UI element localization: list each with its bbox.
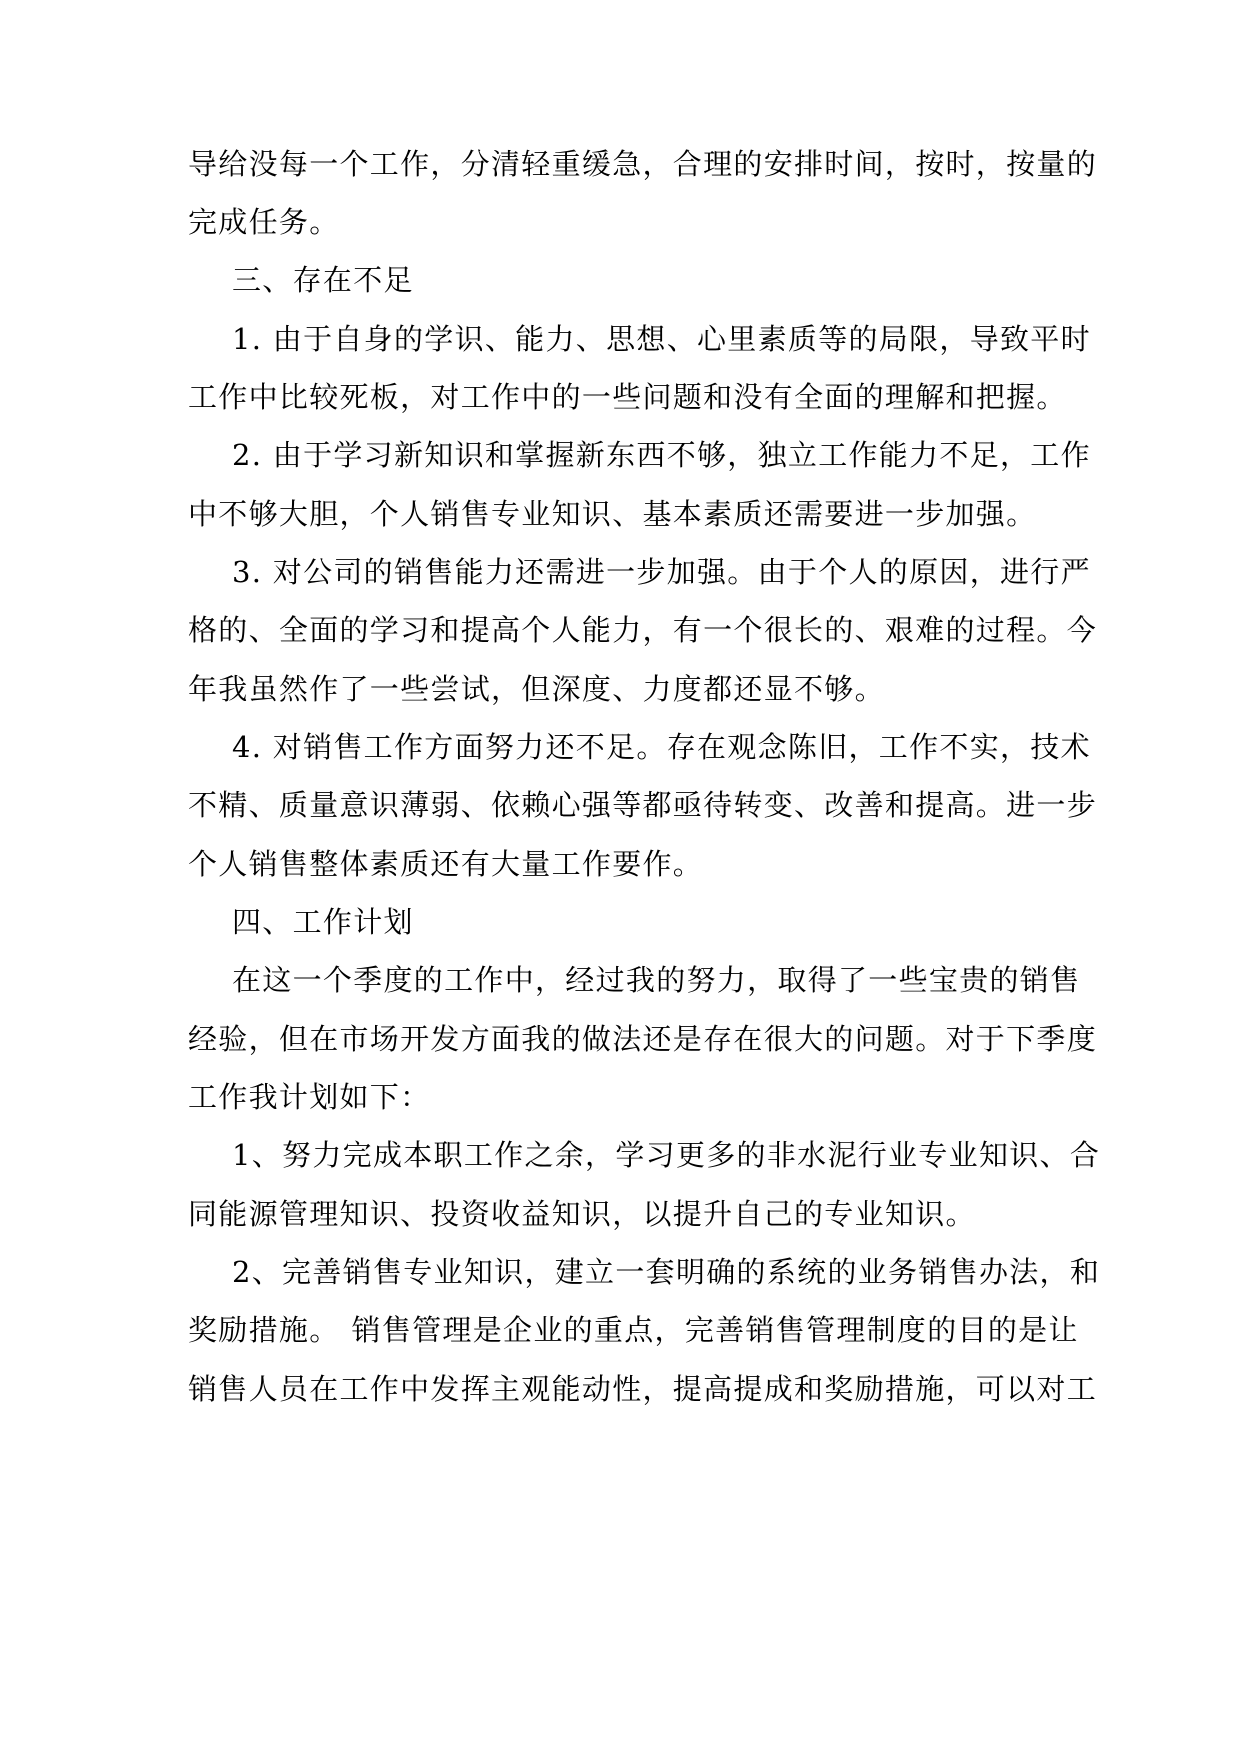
- section-heading: 三、存在不足: [232, 263, 414, 297]
- text-line: 不精、质量意识薄弱、依赖心强等都亟待转变、改善和提高。进一步: [188, 788, 1098, 822]
- text-line: 2、完善销售专业知识，建立一套明确的系统的业务销售办法，和: [232, 1255, 1101, 1289]
- text-line: 工作我计划如下：: [188, 1080, 431, 1114]
- text-line: 工作中比较死板，对工作中的一些问题和没有全面的理解和把握。: [188, 380, 1067, 414]
- text-line: 4. 对销售工作方面努力还不足。存在观念陈旧，工作不实，技术: [232, 730, 1091, 764]
- text-line: [188, 1312, 1079, 1348]
- text-line: 中不够大胆，个人销售专业知识、基本素质还需要进一步加强。: [188, 497, 1037, 531]
- text-line: 1、努力完成本职工作之余，学习更多的非水泥行业专业知识、合: [232, 1138, 1101, 1172]
- text-line: 1. 由于自身的学识、能力、思想、心里素质等的局限，导致平时: [232, 322, 1091, 356]
- text-line: 在这一个季度的工作中，经过我的努力，取得了一些宝贵的销售: [232, 963, 1081, 997]
- text-line: 经验，但在市场开发方面我的做法还是存在很大的问题。对于下季度: [188, 1022, 1098, 1056]
- text-segment: 奖励措施。: [188, 1313, 340, 1347]
- text-line: 年我虽然作了一些尝试，但深度、力度都还显不够。: [188, 672, 885, 706]
- text-line: 2. 由于学习新知识和掌握新东西不够，独立工作能力不足，工作: [232, 438, 1091, 472]
- text-line: 3. 对公司的销售能力还需进一步加强。由于个人的原因，进行严: [232, 555, 1091, 589]
- text-line: 个人销售整体素质还有大量工作要作。: [188, 847, 704, 881]
- section-heading: 四、工作计划: [232, 905, 414, 939]
- text-line: 销售人员在工作中发挥主观能动性，提高提成和奖励措施，可以对工: [188, 1372, 1098, 1406]
- text-line: 完成任务。: [188, 205, 340, 239]
- text-line: 格的、全面的学习和提高个人能力，有一个很长的、艰难的过程。今: [188, 613, 1098, 647]
- text-line: 同能源管理知识、投资收益知识，以提升自己的专业知识。: [188, 1197, 976, 1231]
- text-segment: 销售管理是企业的重点，完善销售管理制度的目的是让: [351, 1313, 1079, 1347]
- text-line: 导给没每一个工作，分清轻重缓急，合理的安排时间，按时，按量的: [188, 147, 1098, 181]
